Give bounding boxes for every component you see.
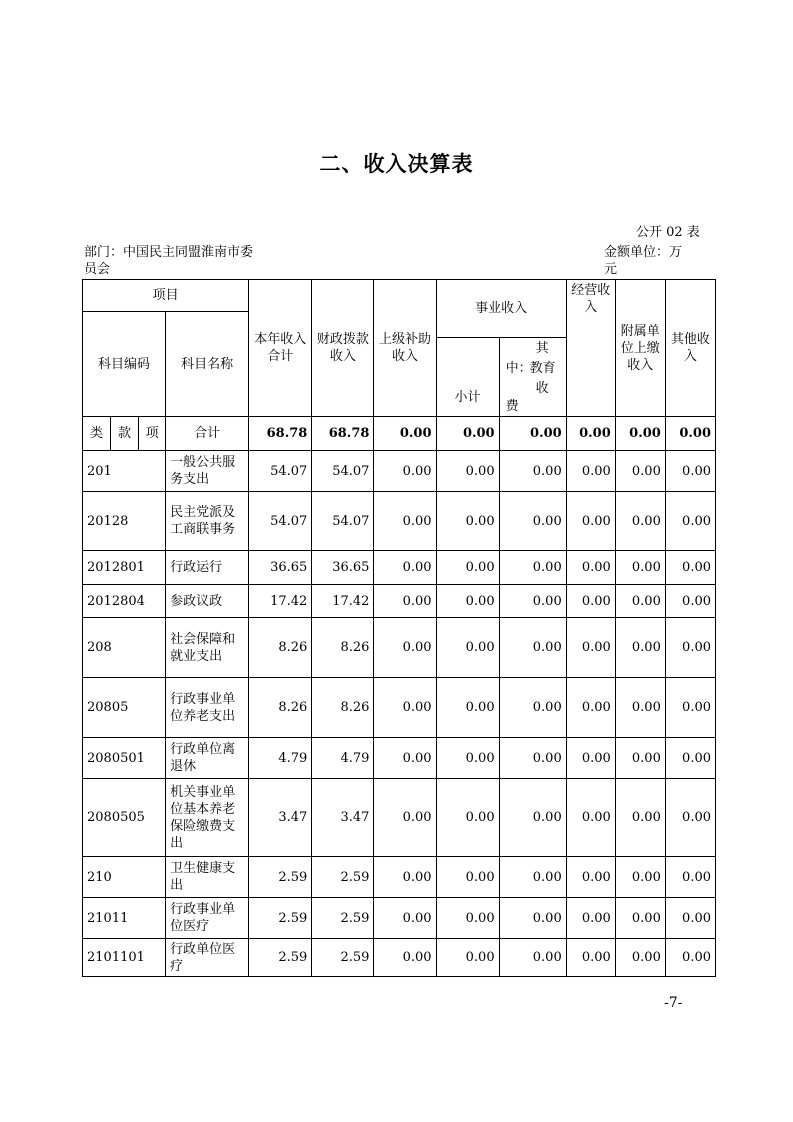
amount-cell: 0.00 [665, 939, 715, 977]
amount-cell: 2.59 [249, 939, 312, 977]
amount-cell: 0.00 [566, 779, 615, 857]
amount-cell: 3.47 [249, 779, 312, 857]
subject-name: 行政单位离退休 [166, 738, 249, 779]
amount-cell: 0.00 [615, 551, 665, 585]
header-fiscal-cell: 财政拨款收入 [312, 280, 374, 417]
amount-cell: 54.07 [249, 451, 312, 492]
amount-cell: 54.07 [312, 492, 374, 551]
fee-char-1: 其 [535, 341, 549, 356]
header-subject-name-cell: 科目名称 [166, 312, 249, 417]
total-value: 0.00 [436, 417, 499, 451]
amount-cell: 54.07 [249, 492, 312, 551]
amount-cell: 0.00 [499, 857, 566, 898]
amount-cell: 0.00 [499, 939, 566, 977]
subject-name: 行政事业单位医疗 [166, 898, 249, 939]
amount-cell: 0.00 [566, 492, 615, 551]
amount-cell: 0.00 [436, 678, 499, 738]
amount-cell: 0.00 [615, 738, 665, 779]
header-lei: 类 [83, 417, 111, 451]
subject-code: 20805 [83, 678, 166, 738]
amount-cell: 0.00 [374, 738, 436, 779]
amount-cell: 4.79 [312, 738, 374, 779]
page-number: -7- [664, 995, 683, 1011]
subject-name: 行政运行 [166, 551, 249, 585]
fee-char-2: 中： [505, 361, 532, 376]
amount-cell: 0.00 [499, 678, 566, 738]
subject-name: 行政单位医疗 [166, 939, 249, 977]
header-business-cell: 事业收入 [436, 280, 566, 338]
amount-cell: 0.00 [615, 451, 665, 492]
header-operating-cell: 经营收入 [566, 280, 615, 417]
amount-cell: 0.00 [665, 738, 715, 779]
amount-cell: 0.00 [374, 857, 436, 898]
amount-cell: 0.00 [436, 898, 499, 939]
amount-cell: 0.00 [436, 939, 499, 977]
amount-cell: 0.00 [615, 585, 665, 618]
amount-unit-label: 金额单位：万元 [604, 245, 683, 277]
subject-code: 208 [83, 618, 166, 678]
table-row [83, 857, 716, 898]
header-project-cell: 项目 [83, 280, 249, 312]
subject-code: 21011 [83, 898, 166, 939]
amount-cell: 0.00 [436, 492, 499, 551]
amount-cell: 0.00 [436, 857, 499, 898]
amount-cell: 0.00 [499, 451, 566, 492]
amount-cell: 0.00 [665, 492, 715, 551]
amount-cell: 0.00 [615, 939, 665, 977]
table-row [83, 451, 716, 492]
subject-code: 2080501 [83, 738, 166, 779]
total-value: 0.00 [665, 417, 715, 451]
total-label: 合计 [166, 417, 249, 451]
income-table-body [82, 279, 716, 977]
subject-name: 机关事业单位基本养老保险缴费支出 [166, 779, 249, 857]
header-subtotal: 小计 [436, 338, 499, 417]
amount-cell: 0.00 [374, 585, 436, 618]
amount-cell: 0.00 [566, 857, 615, 898]
total-value: 68.78 [249, 417, 312, 451]
amount-cell: 0.00 [665, 451, 715, 492]
amount-cell: 0.00 [499, 779, 566, 857]
amount-cell: 0.00 [499, 551, 566, 585]
amount-cell: 0.00 [615, 492, 665, 551]
table-row [83, 738, 716, 779]
subject-code: 2080505 [83, 779, 166, 857]
total-value: 0.00 [615, 417, 665, 451]
amount-cell: 2.59 [312, 898, 374, 939]
header-other-cell: 其他收入 [665, 280, 715, 417]
amount-cell: 0.00 [566, 451, 615, 492]
amount-cell: 0.00 [436, 738, 499, 779]
amount-cell: 0.00 [665, 898, 715, 939]
amount-cell: 54.07 [312, 451, 374, 492]
amount-cell: 0.00 [374, 618, 436, 678]
header-kuan: 款 [111, 417, 139, 451]
amount-cell: 0.00 [665, 551, 715, 585]
subject-name: 参政议政 [166, 585, 249, 618]
amount-cell: 0.00 [374, 492, 436, 551]
subject-code: 20128 [83, 492, 166, 551]
subject-code: 2012801 [83, 551, 166, 585]
header-affiliate-cell: 附属单位上缴收入 [615, 280, 665, 417]
amount-cell: 0.00 [566, 898, 615, 939]
amount-cell: 0.00 [665, 678, 715, 738]
table-row [83, 551, 716, 585]
amount-cell: 0.00 [615, 779, 665, 857]
subject-name: 一般公共服务支出 [166, 451, 249, 492]
fee-char-5: 费 [505, 399, 519, 414]
amount-cell: 0.00 [374, 551, 436, 585]
amount-cell: 0.00 [566, 939, 615, 977]
amount-cell: 0.00 [374, 451, 436, 492]
amount-cell: 0.00 [499, 898, 566, 939]
amount-cell: 0.00 [615, 678, 665, 738]
table-row [83, 618, 716, 678]
amount-cell: 0.00 [615, 857, 665, 898]
total-row [83, 417, 716, 451]
amount-cell: 0.00 [615, 898, 665, 939]
table-row [83, 585, 716, 618]
amount-cell: 2.59 [312, 939, 374, 977]
amount-cell: 0.00 [374, 939, 436, 977]
total-value: 0.00 [566, 417, 615, 451]
table-row [83, 939, 716, 977]
amount-cell: 0.00 [566, 678, 615, 738]
total-value: 0.00 [374, 417, 436, 451]
amount-cell: 17.42 [312, 585, 374, 618]
amount-cell: 0.00 [665, 779, 715, 857]
header-xiang: 项 [139, 417, 166, 451]
total-value: 0.00 [499, 417, 566, 451]
amount-cell: 4.79 [249, 738, 312, 779]
amount-cell: 0.00 [499, 618, 566, 678]
amount-cell: 0.00 [615, 618, 665, 678]
table-row [83, 898, 716, 939]
amount-cell: 0.00 [374, 779, 436, 857]
subject-name: 行政事业单位养老支出 [166, 678, 249, 738]
amount-cell: 0.00 [665, 585, 715, 618]
subject-code: 210 [83, 857, 166, 898]
amount-cell: 0.00 [499, 738, 566, 779]
amount-cell: 0.00 [566, 738, 615, 779]
amount-cell: 36.65 [312, 551, 374, 585]
subject-code: 201 [83, 451, 166, 492]
table-row [83, 678, 716, 738]
amount-cell: 0.00 [499, 492, 566, 551]
amount-cell: 8.26 [249, 618, 312, 678]
amount-cell: 0.00 [665, 857, 715, 898]
header-subject-code-cell: 科目编码 [83, 312, 166, 417]
amount-cell: 3.47 [312, 779, 374, 857]
amount-cell: 2.59 [249, 857, 312, 898]
amount-cell: 17.42 [249, 585, 312, 618]
subject-name: 社会保障和就业支出 [166, 618, 249, 678]
header-income-total-cell: 本年收入合计 [249, 280, 312, 417]
department-label: 部门：中国民主同盟淮南市委员会 [84, 245, 254, 277]
subject-name: 民主党派及工商联事务 [166, 492, 249, 551]
page-title: 二、收入决算表 [319, 152, 474, 176]
amount-cell: 0.00 [499, 585, 566, 618]
amount-cell: 0.00 [566, 551, 615, 585]
header-education-fee [499, 338, 566, 417]
amount-cell: 0.00 [374, 678, 436, 738]
amount-cell: 0.00 [374, 898, 436, 939]
header-superior-cell: 上级补助收入 [374, 280, 436, 417]
table-row [83, 492, 716, 551]
amount-cell: 0.00 [436, 551, 499, 585]
amount-cell: 0.00 [566, 585, 615, 618]
fee-char-3: 教育 [529, 361, 556, 376]
amount-cell: 8.26 [249, 678, 312, 738]
form-number: 公开 02 表 [636, 225, 700, 240]
amount-cell: 0.00 [665, 618, 715, 678]
amount-cell: 8.26 [312, 618, 374, 678]
amount-cell: 0.00 [436, 451, 499, 492]
subject-code: 2101101 [83, 939, 166, 977]
amount-cell: 2.59 [249, 898, 312, 939]
fee-char-4: 收 [535, 381, 549, 396]
total-value: 68.78 [312, 417, 374, 451]
amount-cell: 0.00 [436, 585, 499, 618]
table-row [83, 779, 716, 857]
amount-cell: 0.00 [436, 618, 499, 678]
amount-cell: 2.59 [312, 857, 374, 898]
amount-cell: 8.26 [312, 678, 374, 738]
subject-name: 卫生健康支出 [166, 857, 249, 898]
subject-code: 2012804 [83, 585, 166, 618]
amount-cell: 0.00 [566, 618, 615, 678]
amount-cell: 36.65 [249, 551, 312, 585]
amount-cell: 0.00 [436, 779, 499, 857]
